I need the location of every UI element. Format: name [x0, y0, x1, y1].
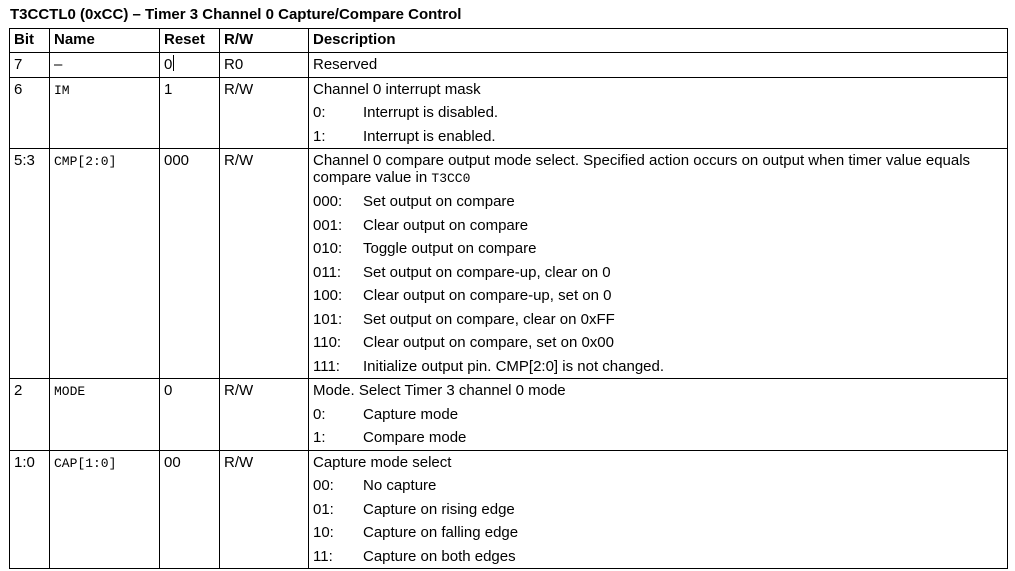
- option-line: [313, 403, 1007, 427]
- option-text: Capture mode: [363, 405, 459, 423]
- description-text: [313, 149, 1007, 190]
- option-line: [313, 284, 1007, 308]
- option-text: Capture on falling edge: [363, 524, 519, 541]
- option-text: Clear output on compare-up, set on 0: [363, 287, 612, 304]
- description-text: Mode. Select Timer 3 channel 0 mode: [313, 382, 566, 399]
- option-text: Capture on rising edge: [363, 500, 515, 518]
- option-line: [313, 331, 1007, 355]
- option-code: 110:: [313, 334, 342, 351]
- cell-reset: 000: [160, 149, 220, 379]
- header-bit: Bit: [10, 29, 50, 53]
- cell-name: [50, 450, 160, 569]
- field-name: CMP[2:0]: [54, 154, 117, 169]
- option-line: [313, 308, 1007, 332]
- option-text: Interrupt is disabled.: [363, 104, 499, 121]
- register-table: [9, 28, 1008, 569]
- option-line: [313, 101, 1007, 125]
- option-text: Capture on both edges: [363, 547, 516, 565]
- option-line: [313, 426, 1007, 450]
- table-header-row: [10, 29, 1008, 53]
- option-line: [313, 214, 1007, 238]
- option-code: 10:: [313, 524, 334, 541]
- option-text: Initialize output pin. CMP[2:0] is not changed.: [363, 357, 665, 375]
- option-code: 100:: [313, 287, 343, 304]
- cell-bit: 6: [10, 77, 50, 149]
- cell-description: [309, 379, 1008, 451]
- cell-reset: 00: [160, 450, 220, 569]
- cell-rw: R/W: [220, 379, 309, 451]
- description-text: Channel 0 interrupt mask: [313, 80, 481, 98]
- option-line: [313, 545, 1007, 569]
- header-reset: Reset: [160, 29, 220, 53]
- option-code: 0:: [313, 405, 326, 423]
- table-row: [10, 379, 1008, 451]
- description-body: Channel 0 compare output mode select. Specified action occurs on output when timer value equals compare value in: [313, 152, 971, 186]
- cell-description: [309, 149, 1008, 379]
- cell-rw: R/W: [220, 149, 309, 379]
- option-code: 011:: [313, 263, 342, 281]
- option-text: Clear output on compare, set on 0x00: [363, 334, 614, 351]
- option-line: [313, 237, 1007, 261]
- option-line: [313, 498, 1007, 522]
- cell-rw: R/W: [220, 77, 309, 149]
- option-text: No capture: [363, 477, 437, 494]
- field-name: MODE: [54, 384, 86, 399]
- cell-reset-value: 0: [164, 56, 173, 73]
- option-text: Clear output on compare: [363, 216, 529, 234]
- cell-description: [309, 450, 1008, 569]
- option-text: Interrupt is enabled.: [363, 127, 496, 145]
- option-text: Set output on compare, clear on 0xFF: [363, 310, 615, 328]
- option-code: 000:: [313, 193, 343, 210]
- option-text: Set output on compare-up, clear on 0: [363, 263, 611, 281]
- option-text: Toggle output on compare: [363, 240, 537, 257]
- header-description: Description: [309, 29, 1008, 53]
- option-code: 001:: [313, 216, 343, 234]
- header-rw: R/W: [220, 29, 309, 53]
- option-code: 010:: [313, 240, 343, 257]
- option-code: 1:: [313, 127, 326, 145]
- cell-bit: 7: [10, 53, 50, 78]
- table-row: [10, 53, 1008, 78]
- table-row: [10, 77, 1008, 149]
- option-line: [313, 190, 1007, 214]
- option-code: 01:: [313, 500, 334, 518]
- cell-bit: 5:3: [10, 149, 50, 379]
- table-row: [10, 450, 1008, 569]
- option-text: Set output on compare: [363, 193, 515, 210]
- option-code: 1:: [313, 429, 326, 446]
- table-row: [10, 149, 1008, 379]
- option-text: Compare mode: [363, 429, 467, 446]
- header-name: Name: [50, 29, 160, 53]
- text-cursor: [173, 55, 174, 71]
- field-name: CAP[1:0]: [54, 455, 117, 471]
- option-line: [313, 125, 1007, 149]
- option-line: [313, 261, 1007, 285]
- description-text: Capture mode select: [313, 453, 452, 471]
- cell-description: [309, 77, 1008, 149]
- option-code: 0:: [313, 104, 326, 121]
- option-code: 11:: [313, 547, 333, 565]
- cell-bit: 1:0: [10, 450, 50, 569]
- cell-bit: 2: [10, 379, 50, 451]
- cell-name: –: [50, 53, 160, 78]
- option-code: 111:: [313, 357, 340, 375]
- cell-rw: R0: [220, 53, 309, 78]
- cell-name: [50, 77, 160, 149]
- option-code: 00:: [313, 477, 334, 494]
- cell-name: [50, 379, 160, 451]
- option-code: 101:: [313, 310, 343, 328]
- option-line: [313, 474, 1007, 498]
- cell-name: [50, 149, 160, 379]
- cell-reset: 0: [160, 379, 220, 451]
- register-title: T3CCTL0 (0xCC) – Timer 3 Channel 0 Capture/Compare Control: [10, 6, 462, 23]
- register-ref: T3CC0: [431, 171, 471, 186]
- field-name: IM: [54, 82, 70, 98]
- description-text: Reserved: [313, 56, 378, 73]
- cell-reset: 1: [160, 77, 220, 149]
- option-line: [313, 521, 1007, 545]
- cell-description: [309, 53, 1008, 78]
- option-line: [313, 355, 1007, 379]
- cell-reset: [160, 53, 220, 78]
- cell-rw: R/W: [220, 450, 309, 569]
